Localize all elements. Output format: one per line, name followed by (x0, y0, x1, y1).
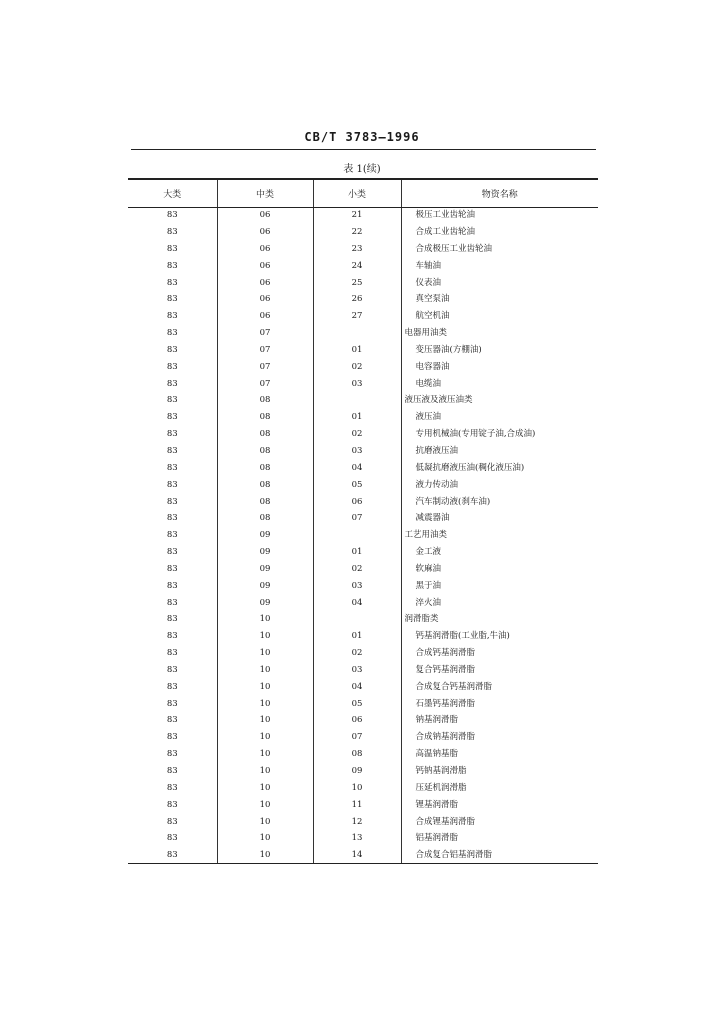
cell-major: 83 (166, 445, 178, 456)
cell-major: 83 (166, 732, 178, 743)
table-row (128, 695, 598, 712)
cell-minor: 10 (313, 780, 401, 797)
cell-name: 黑于油 (401, 578, 598, 595)
table-row (128, 258, 598, 275)
cell-minor: 07 (313, 510, 401, 527)
cell-mid: 08 (217, 460, 313, 477)
cell-name: 合成锂基润滑脂 (401, 813, 598, 830)
cell-minor: 03 (313, 578, 401, 595)
cell-major: 83 (166, 816, 178, 827)
cell-mid: 07 (217, 375, 313, 392)
cell-mid: 08 (217, 392, 313, 409)
cell-major: 83 (166, 563, 178, 574)
cell-major: 83 (166, 260, 178, 271)
cell-major: 83 (166, 715, 178, 726)
cell-name: 铝基润滑脂 (401, 830, 598, 847)
cell-mid: 10 (217, 847, 313, 864)
cell-mid: 06 (217, 308, 313, 325)
column-header-minor: 小类 (313, 179, 401, 207)
cell-minor (313, 392, 401, 409)
table-row (128, 510, 598, 527)
cell-minor (313, 527, 401, 544)
cell-minor: 23 (313, 241, 401, 258)
cell-name: 航空机油 (401, 308, 598, 325)
cell-mid: 09 (217, 578, 313, 595)
table-row (128, 477, 598, 494)
cell-name: 电容器油 (401, 359, 598, 376)
cell-name: 复合钙基润滑脂 (401, 662, 598, 679)
cell-minor: 04 (313, 594, 401, 611)
table-row (128, 342, 598, 359)
cell-major: 83 (166, 395, 178, 406)
cell-mid: 08 (217, 426, 313, 443)
cell-major: 83 (166, 597, 178, 608)
cell-major: 83 (166, 749, 178, 760)
cell-mid: 10 (217, 628, 313, 645)
cell-mid: 07 (217, 359, 313, 376)
cell-mid: 06 (217, 241, 313, 258)
cell-mid: 10 (217, 763, 313, 780)
cell-major: 83 (166, 277, 178, 288)
cell-major: 83 (166, 580, 178, 591)
cell-name: 液力传动油 (401, 477, 598, 494)
cell-mid: 10 (217, 729, 313, 746)
cell-minor: 24 (313, 258, 401, 275)
cell-minor: 04 (313, 460, 401, 477)
cell-minor: 21 (313, 207, 401, 224)
cell-mid: 08 (217, 510, 313, 527)
table-row (128, 746, 598, 763)
table-row (128, 426, 598, 443)
cell-major: 83 (166, 210, 178, 221)
table-row (128, 729, 598, 746)
cell-mid: 09 (217, 561, 313, 578)
table-row (128, 712, 598, 729)
cell-major: 83 (128, 847, 217, 864)
cell-mid: 06 (217, 274, 313, 291)
cell-name: 液压液及液压油类 (401, 392, 598, 409)
cell-name: 工艺用油类 (401, 527, 598, 544)
cell-mid: 10 (217, 797, 313, 814)
cell-major: 83 (166, 782, 178, 793)
cell-name: 钙基润滑脂(工业脂,牛油) (401, 628, 598, 645)
cell-mid: 09 (217, 544, 313, 561)
table-row (128, 274, 598, 291)
cell-name: 润滑脂类 (401, 611, 598, 628)
table-row (128, 291, 598, 308)
cell-mid: 10 (217, 746, 313, 763)
cell-minor: 02 (313, 645, 401, 662)
table-row (128, 847, 598, 864)
table-row (128, 645, 598, 662)
table-row (128, 308, 598, 325)
cell-name: 合成复合铝基润滑脂 (401, 847, 598, 864)
cell-minor: 27 (313, 308, 401, 325)
cell-major: 83 (166, 631, 178, 642)
cell-major: 83 (166, 698, 178, 709)
column-header-major: 大类 (128, 179, 217, 207)
cell-name: 合成工业齿轮油 (401, 224, 598, 241)
cell-major: 83 (166, 513, 178, 524)
cell-minor: 02 (313, 426, 401, 443)
table-row (128, 241, 598, 258)
cell-major: 83 (166, 799, 178, 810)
classification-table (128, 178, 598, 864)
cell-minor: 04 (313, 679, 401, 696)
cell-mid: 10 (217, 712, 313, 729)
cell-minor: 08 (313, 746, 401, 763)
table-caption: 表 1(续) (343, 164, 381, 175)
cell-minor: 03 (313, 375, 401, 392)
cell-name: 变压器油(方棚油) (401, 342, 598, 359)
cell-name: 钙钠基润滑脂 (401, 763, 598, 780)
cell-name: 极压工业齿轮油 (401, 207, 598, 224)
classification-table-container (128, 178, 598, 864)
table-row (128, 679, 598, 696)
cell-major: 83 (166, 664, 178, 675)
cell-major: 83 (166, 429, 178, 440)
cell-name: 低凝抗磨液压油(稠化液压油) (401, 460, 598, 477)
cell-minor: 02 (313, 359, 401, 376)
cell-mid: 07 (217, 342, 313, 359)
cell-name: 抗磨液压油 (401, 443, 598, 460)
cell-name: 金工液 (401, 544, 598, 561)
cell-minor (313, 611, 401, 628)
column-header-mid: 中类 (217, 179, 313, 207)
table-row (128, 813, 598, 830)
table-row (128, 392, 598, 409)
cell-major: 83 (166, 378, 178, 389)
cell-mid: 07 (217, 325, 313, 342)
cell-name: 压延机润滑脂 (401, 780, 598, 797)
cell-name: 合成钠基润滑脂 (401, 729, 598, 746)
cell-mid: 06 (217, 258, 313, 275)
table-row (128, 628, 598, 645)
column-header-name: 物资名称 (401, 179, 598, 207)
cell-name: 合成复合钙基润滑脂 (401, 679, 598, 696)
cell-minor: 22 (313, 224, 401, 241)
cell-minor: 11 (313, 797, 401, 814)
table-row (128, 409, 598, 426)
cell-mid: 10 (217, 813, 313, 830)
cell-minor: 13 (313, 830, 401, 847)
cell-major: 83 (166, 294, 178, 305)
cell-name: 电缆油 (401, 375, 598, 392)
cell-major: 83 (166, 614, 178, 625)
cell-name: 合成钙基润滑脂 (401, 645, 598, 662)
cell-mid: 10 (217, 611, 313, 628)
cell-minor: 12 (313, 813, 401, 830)
cell-minor: 05 (313, 695, 401, 712)
cell-major: 83 (166, 227, 178, 238)
table-row (128, 561, 598, 578)
cell-name: 汽车制动液(刹车油) (401, 493, 598, 510)
cell-mid: 10 (217, 645, 313, 662)
cell-major: 83 (166, 479, 178, 490)
cell-name: 专用机械油(专用锭子油,合成油) (401, 426, 598, 443)
cell-major: 83 (166, 412, 178, 423)
cell-major: 83 (166, 462, 178, 473)
table-row (128, 763, 598, 780)
table-row (128, 325, 598, 342)
cell-name: 真空泵油 (401, 291, 598, 308)
cell-mid: 10 (217, 662, 313, 679)
cell-name: 车轴油 (401, 258, 598, 275)
table-row (128, 359, 598, 376)
cell-name: 淬火油 (401, 594, 598, 611)
table-row (128, 797, 598, 814)
cell-mid: 08 (217, 477, 313, 494)
table-row (128, 493, 598, 510)
cell-mid: 10 (217, 679, 313, 696)
cell-major: 83 (166, 344, 178, 355)
table-row (128, 578, 598, 595)
table-header-row (128, 179, 598, 207)
cell-minor: 01 (313, 544, 401, 561)
cell-mid: 06 (217, 207, 313, 224)
header-rule (131, 149, 596, 150)
table-row (128, 527, 598, 544)
cell-mid: 10 (217, 780, 313, 797)
cell-minor: 03 (313, 662, 401, 679)
cell-major: 83 (166, 311, 178, 322)
cell-major: 83 (166, 530, 178, 541)
table-row (128, 780, 598, 797)
cell-minor: 07 (313, 729, 401, 746)
cell-minor: 01 (313, 342, 401, 359)
cell-mid: 06 (217, 291, 313, 308)
table-row (128, 594, 598, 611)
cell-minor: 26 (313, 291, 401, 308)
cell-name: 液压油 (401, 409, 598, 426)
cell-minor: 01 (313, 409, 401, 426)
table-row (128, 830, 598, 847)
cell-mid: 08 (217, 409, 313, 426)
cell-minor: 02 (313, 561, 401, 578)
cell-name: 合成极压工业齿轮油 (401, 241, 598, 258)
cell-name: 软麻油 (401, 561, 598, 578)
cell-minor: 03 (313, 443, 401, 460)
cell-minor (313, 325, 401, 342)
cell-major: 83 (166, 361, 178, 372)
table-row (128, 375, 598, 392)
table-row (128, 544, 598, 561)
table-row (128, 662, 598, 679)
cell-mid: 08 (217, 443, 313, 460)
table-body (128, 207, 598, 864)
cell-major: 83 (166, 766, 178, 777)
cell-major: 83 (166, 833, 178, 844)
cell-major: 83 (166, 243, 178, 254)
cell-mid: 06 (217, 224, 313, 241)
cell-major: 83 (166, 496, 178, 507)
cell-major: 83 (166, 648, 178, 659)
table-row (128, 611, 598, 628)
cell-name: 钠基润滑脂 (401, 712, 598, 729)
cell-minor: 01 (313, 628, 401, 645)
table-row (128, 207, 598, 224)
cell-mid: 08 (217, 493, 313, 510)
cell-name: 仪表油 (401, 274, 598, 291)
table-row (128, 443, 598, 460)
cell-mid: 10 (217, 695, 313, 712)
cell-minor: 09 (313, 763, 401, 780)
cell-mid: 09 (217, 527, 313, 544)
cell-major: 83 (166, 547, 178, 558)
cell-mid: 09 (217, 594, 313, 611)
cell-name: 石墨钙基润滑脂 (401, 695, 598, 712)
cell-major: 83 (166, 681, 178, 692)
cell-mid: 10 (217, 830, 313, 847)
table-row (128, 224, 598, 241)
cell-name: 电器用油类 (401, 325, 598, 342)
cell-name: 高温钠基脂 (401, 746, 598, 763)
cell-minor: 14 (313, 847, 401, 864)
cell-minor: 06 (313, 712, 401, 729)
cell-minor: 25 (313, 274, 401, 291)
cell-minor: 06 (313, 493, 401, 510)
cell-minor: 05 (313, 477, 401, 494)
table-row (128, 460, 598, 477)
cell-name: 锂基润滑脂 (401, 797, 598, 814)
document-standard-code: CB/T 3783—1996 (304, 130, 420, 144)
cell-major: 83 (166, 328, 178, 339)
cell-name: 减震器油 (401, 510, 598, 527)
